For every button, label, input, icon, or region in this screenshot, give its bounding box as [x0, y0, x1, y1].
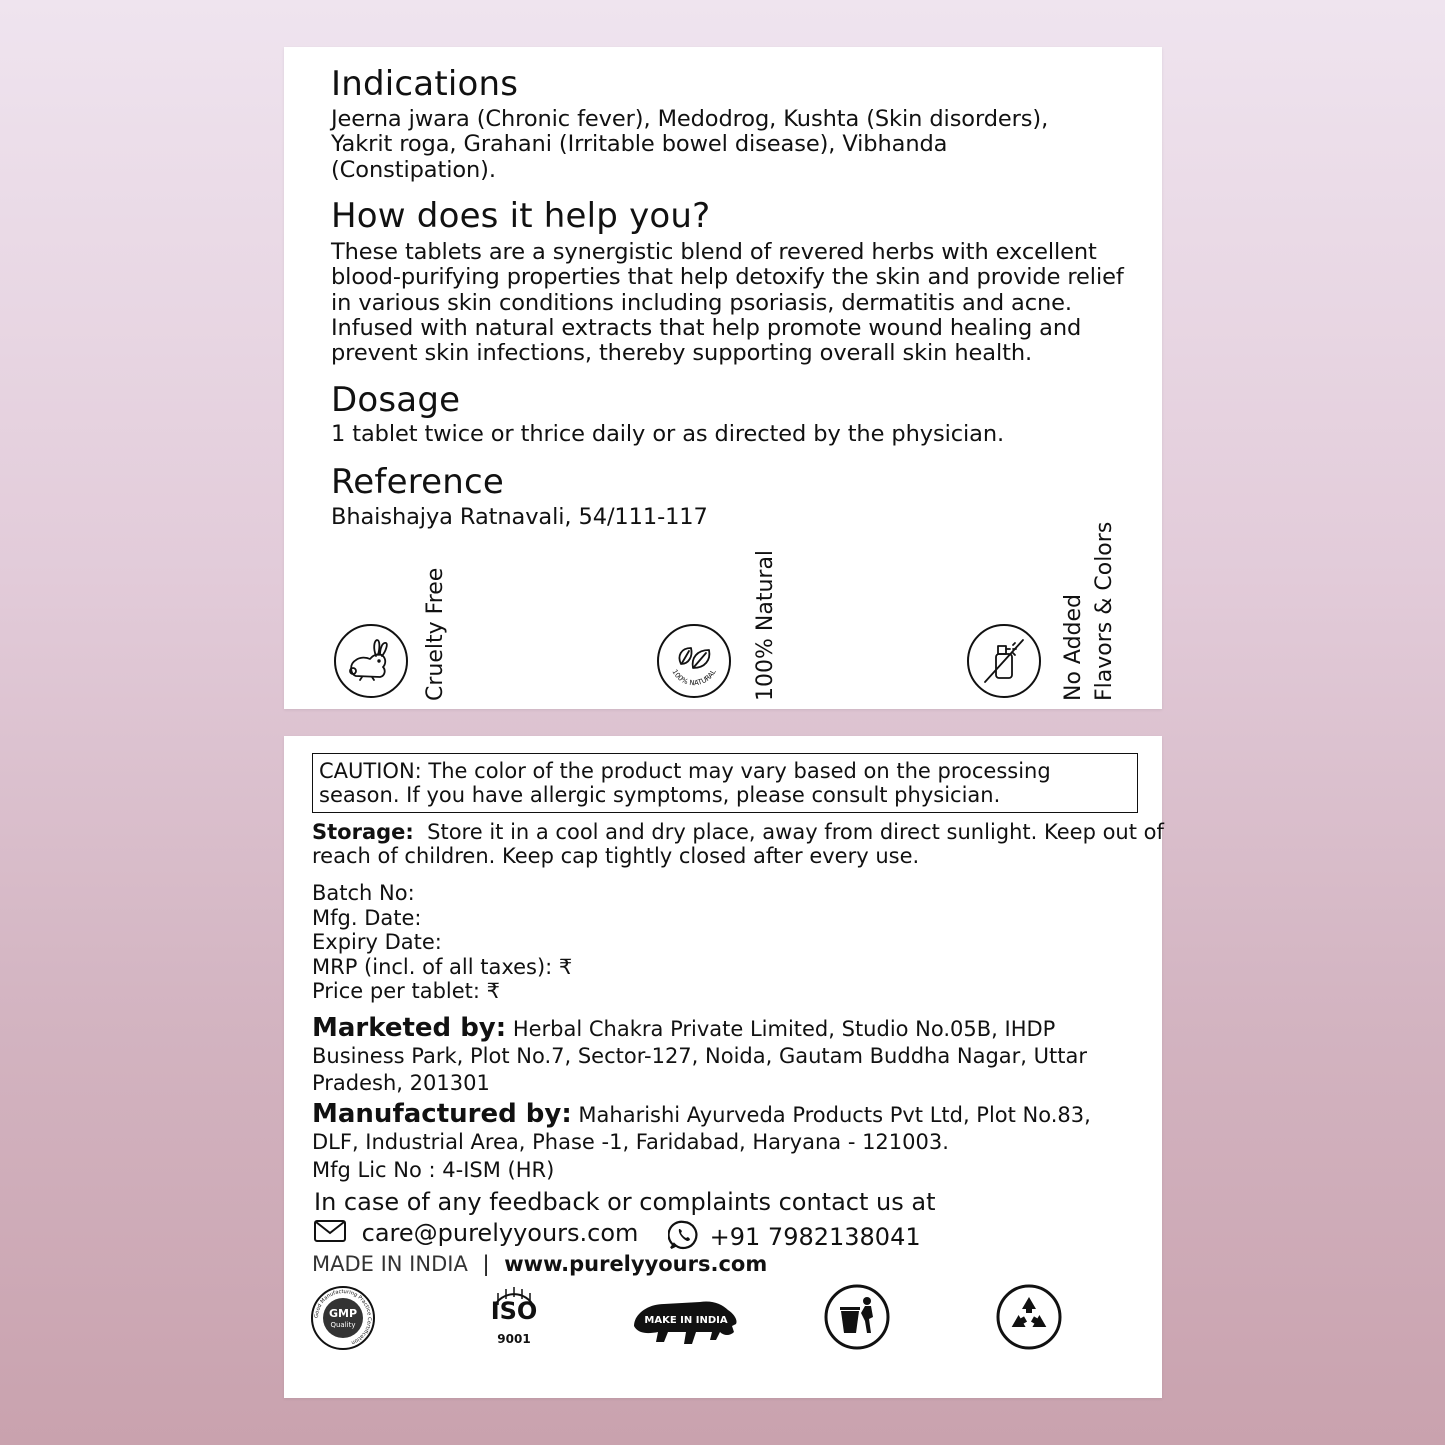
- storage-line-1: [312, 820, 1164, 844]
- info-card-bottom: [284, 736, 1162, 1398]
- batch-no: Batch No:: [312, 881, 415, 905]
- mfg-date: Mfg. Date:: [312, 906, 422, 930]
- origin-website-row: [312, 1250, 767, 1278]
- reference-text: Bhaishajya Ratnavali, 54/111-117: [331, 504, 708, 530]
- make-in-india-text: MAKE IN INDIA: [644, 1315, 728, 1326]
- leaf-icon: [657, 624, 731, 698]
- storage-text-2: reach of children. Keep cap tightly closed after every use.: [312, 844, 920, 868]
- price-per-tablet: Price per tablet: ₹: [312, 979, 500, 1003]
- manufactured-by: [312, 1101, 1102, 1156]
- website-link[interactable]: www.purelyyours.com: [504, 1252, 768, 1276]
- expiry-date: Expiry Date:: [312, 930, 442, 954]
- help-heading: How does it help you?: [331, 196, 711, 236]
- marketed-by-label: Marketed by:: [312, 1013, 507, 1043]
- manufactured-by-text: Maharishi Ayurveda Products Pvt Ltd, Plot No.83, DLF, Industrial Area, Phase -1, Faridabad, Haryana - 121003.: [312, 1103, 1091, 1154]
- natural-ring-text: 100% NATURAL: [670, 668, 718, 688]
- iso-9001-text: 9001: [497, 1332, 531, 1346]
- help-text: These tablets are a synergistic blend of revered herbs with excellent blood-purifying properties that help detoxify the skin and provide relief in various skin conditions including psoriasis, dermatitis and acne. Infused with natural extracts that help promote wound healing and prevent skin infections, thereby supporting overall skin health.: [331, 239, 1124, 367]
- marketed-by: [312, 1015, 1112, 1097]
- badge-label-no-added: No Added: [1061, 593, 1086, 701]
- mfg-licence: Mfg Lic No : 4-ISM (HR): [312, 1158, 555, 1182]
- iso-text: ISO: [490, 1297, 538, 1325]
- gmp-center2-text: Quality: [330, 1321, 356, 1329]
- gmp-ring-text: Good Manufacturing Practice Certification: [313, 1288, 373, 1346]
- caution-box: [312, 753, 1138, 813]
- contact-email[interactable]: care@purelyyours.com: [361, 1219, 639, 1247]
- contact-phone[interactable]: +91 7982138041: [709, 1223, 921, 1251]
- contact-email-row[interactable]: [314, 1219, 638, 1248]
- dosage-heading: Dosage: [331, 380, 461, 420]
- recycle-icon: [995, 1283, 1063, 1355]
- storage-text-1: Store it in a cool and dry place, away from direct sunlight. Keep out of: [413, 820, 1164, 844]
- iso-logo: [484, 1285, 544, 1355]
- gmp-center-text: GMP: [328, 1307, 358, 1320]
- indications-text: Jeerna jwara (Chronic fever), Medodrog, Kushta (Skin disorders), Yakrit roga, Grahani (Irritable bowel disease), Vibhanda (Constipation).: [331, 106, 1049, 183]
- made-in-india-text: MADE IN INDIA: [312, 1252, 468, 1276]
- make-in-india-logo: [630, 1296, 742, 1354]
- storage-label: Storage:: [312, 820, 414, 844]
- rabbit-icon: [334, 624, 408, 698]
- reference-heading: Reference: [331, 462, 505, 502]
- no-spray-icon: [967, 624, 1041, 698]
- marketed-by-text: Herbal Chakra Private Limited, Studio No.05B, IHDP Business Park, Plot No.7, Sector-127, Noida, Gautam Buddha Nagar, Uttar Pradesh, 201301: [312, 1017, 1087, 1095]
- dosage-text: 1 tablet twice or thrice daily or as directed by the physician.: [331, 421, 1005, 447]
- separator: |: [482, 1252, 490, 1276]
- badge-label-cruelty-free: Cruelty Free: [423, 567, 448, 701]
- mrp: MRP (incl. of all taxes): ₹: [312, 955, 573, 979]
- badge-label-flavors-colors: Flavors & Colors: [1092, 521, 1117, 701]
- contact-intro: In case of any feedback or complaints contact us at: [314, 1188, 936, 1216]
- manufactured-by-label: Manufactured by:: [312, 1099, 572, 1129]
- info-card-top: [284, 47, 1162, 709]
- indications-heading: Indications: [331, 64, 519, 104]
- caution-label: CAUTION:: [319, 759, 422, 783]
- badge-label-natural: 100% Natural: [753, 549, 778, 701]
- mail-icon: [314, 1220, 346, 1248]
- caution-text: The color of the product may vary based on the processing season. If you have allergic symptoms, please consult physician.: [319, 759, 1051, 807]
- dispose-bin-icon: [823, 1283, 891, 1355]
- svg-text:100% NATURAL: [670, 668, 717, 687]
- gmp-logo: [310, 1285, 376, 1355]
